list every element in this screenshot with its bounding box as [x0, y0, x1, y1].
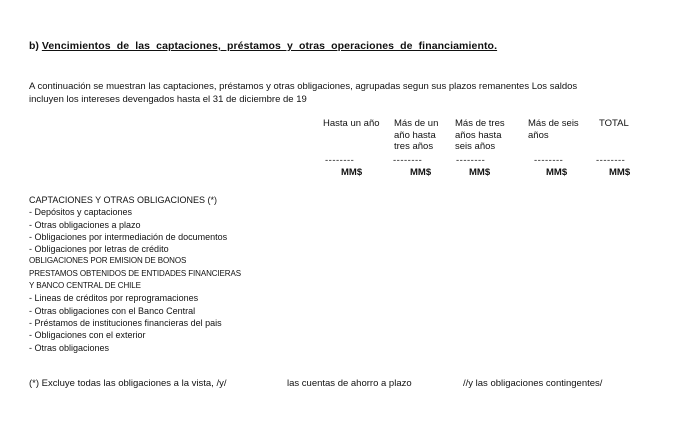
column-header-3: Más de tres años hasta seis años — [455, 118, 505, 152]
column-header-2: Más de un año hasta tres años — [394, 118, 439, 152]
row-label: - Préstamos de instituciones financieras del pais — [29, 317, 222, 328]
row-label: - Obligaciones por letras de crédito — [29, 244, 169, 255]
column-unit-5: MM$ — [609, 167, 631, 178]
column-header-1: Hasta un año — [323, 118, 380, 129]
column-separator-2: -------- — [393, 155, 423, 166]
row-label: - Lineas de créditos por reprogramaciones — [29, 293, 199, 304]
row-labels — [29, 194, 241, 354]
section-title — [29, 40, 497, 52]
row-label: - Depósitos y captaciones — [29, 207, 133, 218]
column-header-5: TOTAL — [599, 118, 629, 129]
intro-line-1: A continuación se muestran las captaciones, préstamos y otras obligaciones, agrupadas segun sus plazos remanentes Los saldos — [29, 81, 578, 92]
section-title-text: Vencimientos de las captaciones, préstamos y otras operaciones de financiamiento. — [41, 40, 498, 52]
column-unit-4: MM$ — [546, 167, 568, 178]
footnote-part-2: las cuentas de ahorro a plazo — [287, 378, 412, 389]
column-separator-4: -------- — [534, 155, 564, 166]
row-label: - Obligaciones por intermediación de documentos — [29, 231, 228, 242]
row-label: - Otras obligaciones a plazo — [29, 219, 141, 230]
column-unit-3: MM$ — [469, 167, 491, 178]
row-label: - Otras obligaciones con el Banco Central — [29, 305, 196, 316]
row-label-bonos-heading: OBLIGACIONES POR EMISION DE BONOS — [29, 256, 187, 266]
column-separator-1: -------- — [325, 155, 355, 166]
row-label: - Otras obligaciones — [29, 342, 110, 353]
footnote-part-1: (*) Excluye todas las obligaciones a la vista, /y/ — [29, 378, 227, 389]
row-label: - Obligaciones con el exterior — [29, 330, 146, 341]
row-label-captaciones-heading: CAPTACIONES Y OTRAS OBLIGACIONES (*) — [29, 195, 218, 205]
column-unit-2: MM$ — [410, 167, 432, 178]
column-header-4: Más de seis años — [528, 118, 579, 141]
column-unit-1: MM$ — [341, 167, 363, 178]
section-prefix: b) — [29, 40, 39, 52]
row-label-prestamos-heading-cont: Y BANCO CENTRAL DE CHILE — [29, 281, 141, 291]
column-separator-3: -------- — [456, 155, 486, 166]
row-label-prestamos-heading: PRESTAMOS OBTENIDOS DE ENTIDADES FINANCIERAS — [29, 268, 241, 278]
intro-line-2: incluyen los intereses devengados hasta el 31 de diciembre de 19 — [29, 93, 307, 105]
column-separator-5: -------- — [596, 155, 626, 166]
footnote-part-3: //y las obligaciones contingentes/ — [463, 378, 603, 389]
intro-paragraph — [29, 81, 577, 106]
